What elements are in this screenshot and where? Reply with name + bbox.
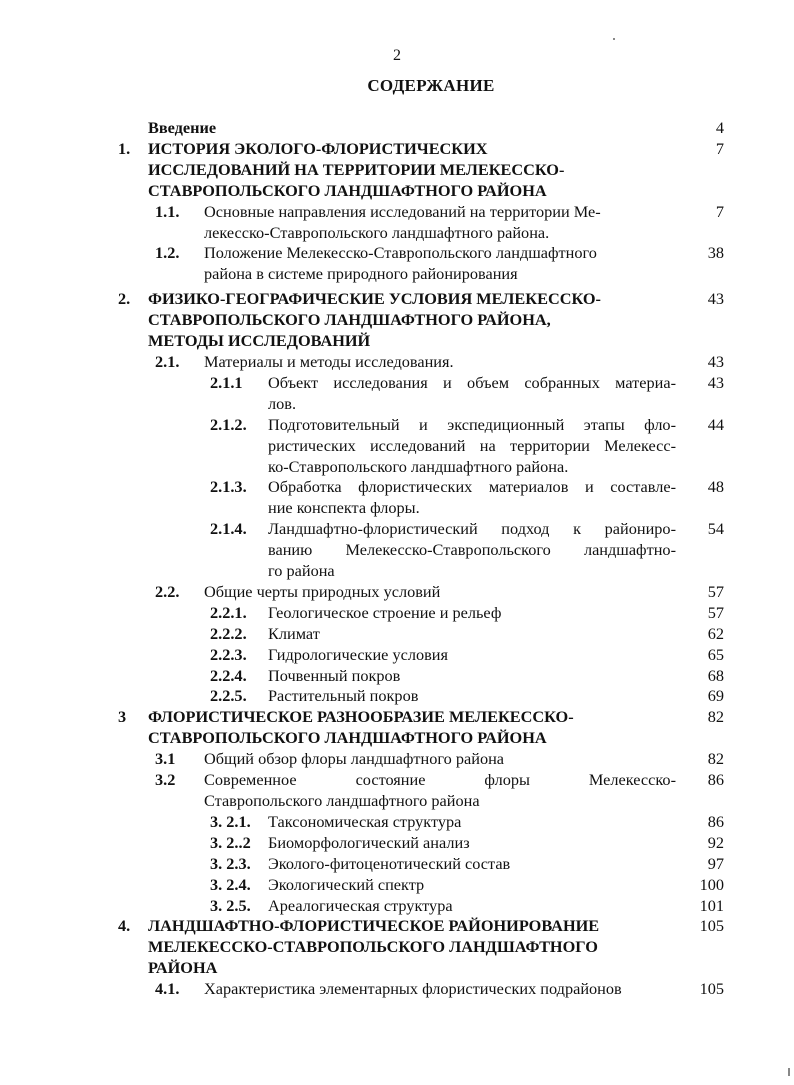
toc-entry-number: 2.2.1.	[210, 602, 247, 622]
toc-entry-line: ИСТОРИЯ ЭКОЛОГО-ФЛОРИСТИЧЕСКИХ	[148, 138, 488, 158]
toc-entry-title	[148, 139, 678, 202]
toc-entry	[0, 519, 794, 582]
toc-entry-line: Геологическое строение и рельеф	[268, 602, 502, 622]
toc-entry	[0, 896, 794, 917]
toc-entry-number: 1.1.	[155, 201, 180, 221]
toc-entry-page: 69	[707, 686, 724, 706]
toc-entry-number: 3. 2.3.	[210, 853, 251, 873]
table-of-contents	[0, 118, 794, 1000]
toc-entry-page: 4	[715, 118, 724, 137]
toc-entry-line: лекесско-Ставропольского ландшафтного района.	[204, 222, 550, 242]
toc-entry-number: 2.	[118, 289, 131, 309]
toc-entry-page: 100	[699, 874, 724, 894]
toc-entry-line: ИССЛЕДОВАНИЙ НА ТЕРРИТОРИИ МЕЛЕКЕССКО-	[148, 159, 565, 179]
toc-entry	[0, 979, 794, 1000]
toc-entry-line: ванию Мелекесско-Ставропольского ландшафтно-	[268, 540, 676, 560]
toc-entry-number: 3	[118, 707, 127, 727]
toc-entry-line: го района	[268, 561, 335, 581]
toc-entry-page: 48	[707, 477, 724, 497]
toc-entry-page: 105	[699, 979, 724, 999]
toc-entry	[0, 833, 794, 854]
toc-entry-page: 7	[715, 138, 724, 158]
toc-entry-line: СТАВРОПОЛЬСКОГО ЛАНДШАФТНОГО РАЙОНА	[148, 728, 547, 748]
toc-entry-page: 82	[707, 749, 724, 769]
toc-entry-line: ФЛОРИСТИЧЕСКОЕ РАЗНООБРАЗИЕ МЕЛЕКЕССКО-	[148, 707, 574, 727]
toc-entry-line: СТАВРОПОЛЬСКОГО ЛАНДШАФТНОГО РАЙОНА	[148, 180, 547, 200]
toc-entry-number: 2.1.1	[210, 372, 243, 392]
toc-entry-title	[268, 875, 676, 896]
toc-entry-line: Общие черты природных условий	[204, 581, 441, 601]
toc-entry-line: Ставропольского ландшафтного района	[204, 791, 480, 810]
toc-entry-number: 3. 2.1.	[210, 811, 251, 831]
toc-entry-line: Общий обзор флоры ландшафтного района	[204, 749, 505, 769]
toc-entry	[0, 916, 794, 979]
toc-entry	[0, 854, 794, 875]
toc-entry-title	[268, 415, 676, 478]
toc-entry-line: Положение Мелекесско-Ставропольского ландшафтного	[204, 243, 597, 263]
toc-entry-line: МЕТОДЫ ИССЛЕДОВАНИЙ	[148, 331, 371, 351]
toc-entry-title	[268, 519, 676, 582]
toc-entry-title	[204, 352, 676, 373]
toc-entry-page: 86	[707, 811, 724, 831]
toc-entry	[0, 645, 794, 666]
toc-entry-page: 43	[707, 351, 724, 371]
toc-entry-page: 92	[707, 832, 724, 852]
toc-entry-title	[204, 582, 676, 603]
toc-entry-line: Введение	[148, 118, 217, 137]
toc-entry	[0, 686, 794, 707]
toc-entry	[0, 243, 794, 285]
toc-entry-title	[204, 243, 676, 285]
toc-entry-page: 43	[707, 289, 724, 309]
toc-entry	[0, 118, 794, 139]
toc-entry	[0, 707, 794, 749]
toc-entry-number: 4.1.	[155, 979, 180, 999]
toc-entry-line: Растительный покров	[268, 686, 419, 706]
toc-entry-line: Таксономическая структура	[268, 811, 462, 831]
toc-entry-number: 3. 2.5.	[210, 895, 251, 915]
toc-entry-title	[204, 202, 676, 244]
toc-entry-page: 86	[707, 770, 724, 790]
toc-entry	[0, 666, 794, 687]
toc-entry-line: Гидрологические условия	[268, 644, 448, 664]
scan-speck	[613, 38, 615, 40]
toc-entry-number: 2.2.	[155, 581, 180, 601]
toc-entry-line: Обработка флористических материалов и составле-	[268, 477, 676, 497]
toc-entry-line: Основные направления исследований на территории Ме-	[204, 201, 601, 221]
toc-entry	[0, 749, 794, 770]
toc-entry-line: Ландшафтно-флористический подход к райониро-	[268, 519, 676, 539]
toc-entry-line: Подготовительный и экспедиционный этапы фло-	[268, 414, 676, 434]
toc-entry-number: 1.	[118, 138, 131, 158]
toc-entry-page: 43	[707, 372, 724, 392]
toc-entry-title	[204, 749, 676, 770]
toc-entry-line: Материалы и методы исследования.	[204, 351, 454, 371]
toc-entry	[0, 352, 794, 373]
toc-entry-line: ФИЗИКО-ГЕОГРАФИЧЕСКИЕ УСЛОВИЯ МЕЛЕКЕССКО-	[148, 289, 601, 309]
toc-entry-number: 3. 2.4.	[210, 874, 251, 894]
toc-entry-page: 38	[707, 243, 724, 263]
toc-entry-number: 3.2	[155, 770, 176, 790]
toc-entry	[0, 812, 794, 833]
toc-entry-line: ко-Ставропольского ландшафтного района.	[268, 456, 569, 476]
toc-entry-title	[148, 289, 678, 352]
toc-entry-number: 2.1.4.	[210, 519, 247, 539]
toc-entry	[0, 477, 794, 519]
toc-entry-line: МЕЛЕКЕССКО-СТАВРОПОЛЬСКОГО ЛАНДШАФТНОГО	[148, 937, 598, 957]
toc-entry-line: Характеристика элементарных флористических подрайонов	[204, 979, 622, 999]
toc-entry-number: 2.2.4.	[210, 665, 247, 685]
toc-entry-number: 2.1.2.	[210, 414, 247, 434]
toc-entry-line: ристических исследований на территории Мелекесс-	[268, 435, 676, 455]
toc-entry	[0, 415, 794, 478]
toc-entry	[0, 139, 794, 202]
toc-entry-number: 4.	[118, 916, 131, 936]
toc-entry	[0, 289, 794, 352]
toc-entry-line: СТАВРОПОЛЬСКОГО ЛАНДШАФТНОГО РАЙОНА,	[148, 310, 551, 330]
toc-entry-title	[268, 833, 676, 854]
toc-entry	[0, 582, 794, 603]
toc-entry-title	[268, 896, 676, 917]
toc-entry-line: Ареалогическая структура	[268, 895, 453, 915]
toc-entry-page: 105	[699, 916, 724, 936]
toc-entry-line: района в системе природного районирования	[204, 264, 518, 284]
toc-entry-title	[204, 770, 676, 812]
toc-entry-page: 54	[707, 519, 724, 539]
toc-entry	[0, 770, 794, 812]
toc-entry-page: 44	[707, 414, 724, 434]
toc-entry	[0, 603, 794, 624]
toc-entry-title	[148, 707, 678, 749]
toc-entry-line: Эколого-фитоценотический состав	[268, 853, 511, 873]
toc-entry-line: Современное состояние флоры Мелекесско-	[204, 770, 676, 790]
toc-entry-number: 1.2.	[155, 243, 180, 263]
toc-entry-page: 65	[707, 644, 724, 664]
toc-entry-number: 2.2.3.	[210, 644, 247, 664]
toc-entry-line: ЛАНДШАФТНО-ФЛОРИСТИЧЕСКОЕ РАЙОНИРОВАНИЕ	[148, 916, 600, 936]
toc-entry-line: Экологический спектр	[268, 874, 425, 894]
toc-title: СОДЕРЖАНИЕ	[367, 76, 495, 95]
toc-entry-number: 3. 2..2	[210, 832, 251, 852]
page-number: 2	[393, 47, 401, 64]
toc-entry-page: 57	[707, 602, 724, 622]
toc-entry-line: Почвенный покров	[268, 665, 401, 685]
toc-entry-title	[268, 686, 676, 707]
toc-entry	[0, 624, 794, 645]
toc-entry-title	[268, 624, 676, 645]
toc-entry-title	[268, 854, 676, 875]
toc-entry-title	[268, 645, 676, 666]
toc-entry	[0, 875, 794, 896]
toc-entry-page: 101	[699, 895, 724, 915]
toc-entry-title	[268, 603, 676, 624]
toc-entry-line: лов.	[268, 393, 297, 413]
toc-entry-line: ние конспекта флоры.	[268, 498, 420, 518]
toc-entry-title	[148, 118, 678, 139]
toc-entry-page: 7	[715, 201, 724, 221]
toc-entry-page: 97	[707, 853, 724, 873]
toc-entry-line: Объект исследования и объем собранных материа-	[268, 372, 676, 392]
toc-entry-title	[268, 666, 676, 687]
toc-entry-number: 2.1.3.	[210, 477, 247, 497]
toc-entry	[0, 202, 794, 244]
toc-entry-page: 82	[707, 707, 724, 727]
toc-entry-page: 68	[707, 665, 724, 685]
toc-entry-number: 2.2.5.	[210, 686, 247, 706]
toc-entry-number: 2.2.2.	[210, 623, 247, 643]
toc-entry-line: РАЙОНА	[148, 958, 218, 978]
toc-entry	[0, 373, 794, 415]
toc-entry-title	[268, 812, 676, 833]
toc-entry-line: Биоморфологический анализ	[268, 832, 470, 852]
toc-entry-title	[204, 979, 676, 1000]
toc-entry-title	[268, 373, 676, 415]
toc-entry-title	[148, 916, 678, 979]
toc-entry-title	[268, 477, 676, 519]
toc-entry-page: 57	[707, 581, 724, 601]
toc-entry-number: 3.1	[155, 749, 176, 769]
toc-entry-line: Климат	[268, 623, 320, 643]
scan-speck	[788, 1068, 790, 1076]
toc-entry-page: 62	[707, 623, 724, 643]
toc-entry-number: 2.1.	[155, 351, 180, 371]
